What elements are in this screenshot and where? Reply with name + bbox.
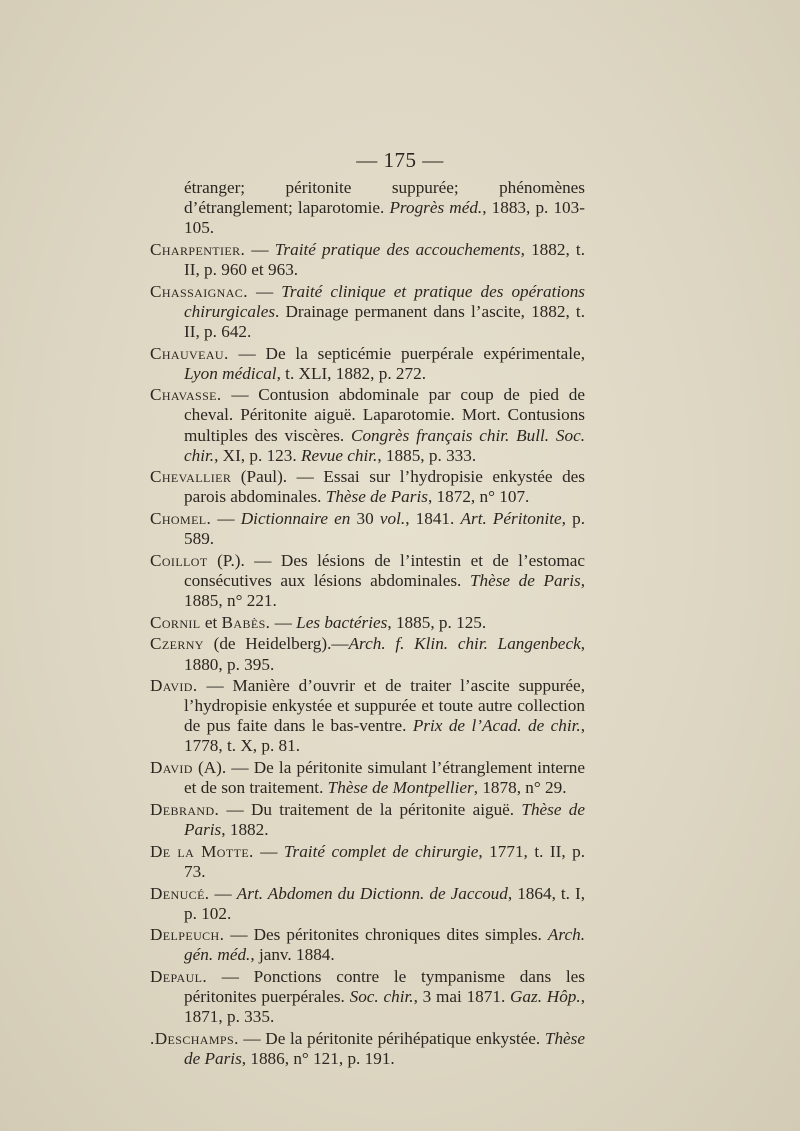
bibliography-entry: Chevallier (Paul). — Essai sur l’hydropisie enkystée des parois abdominales. Thèse de Paris, 1872, n° 107. bbox=[150, 467, 585, 507]
entry-title: Thèse de Paris bbox=[325, 487, 428, 507]
bibliography-entry: étranger; péritonite suppurée; phénomènes d’étranglement; laparotomie. Progrès méd., 1883, p. 103-105. bbox=[184, 178, 585, 238]
entry-author: Chassaignac. bbox=[150, 281, 248, 301]
entry-title: Art. Péritonite bbox=[460, 509, 562, 529]
entry-title: Thèse de Montpellier bbox=[327, 778, 474, 798]
bibliography-entry: Debrand. — Du traitement de la péritonite aiguë. Thèse de Paris, 1882. bbox=[150, 799, 585, 840]
bibliography-entry: De la Motte. — Traité complet de chirurgie, 1771, t. II, p. 73. bbox=[150, 841, 585, 881]
entry-author: Denucé. bbox=[150, 883, 210, 903]
entry-author: Coillot bbox=[150, 550, 208, 570]
entry-title: Arch. f. Klin. chir. Langenbeck bbox=[348, 634, 581, 654]
bibliography-entry: Delpeuch. — Des péritonites chroniques dites simples. Arch. gén. méd., janv. 1884. bbox=[150, 925, 585, 965]
entry-title: Traité complet de chirurgie bbox=[283, 841, 479, 861]
bibliography-entry: Chauveau. — De la septicémie puerpérale expérimentale, Lyon médical, t. XLI, 1882, p. 272. bbox=[150, 343, 585, 383]
entry-author: Chomel. bbox=[150, 509, 212, 529]
entry-title: Art. Abdomen du Dictionn. de Jaccoud bbox=[236, 883, 508, 903]
bibliography-entry: Denucé. — Art. Abdomen du Dictionn. de Jaccoud, 1864, t. I, p. 102. bbox=[150, 883, 586, 923]
bibliography-entry: Chomel. — Dictionnaire en 30 vol., 1841. Art. Péritonite, p. 589. bbox=[150, 509, 586, 549]
entry-author: Charpentier. bbox=[150, 239, 246, 259]
entry-title: Les bactéries bbox=[296, 612, 388, 632]
entry-author: Delpeuch. bbox=[150, 925, 225, 945]
entry-author: Chavasse. bbox=[150, 385, 222, 405]
bibliography-entry: Coillot (P.). — Des lésions de l’intestin et de l’estomac consécutives aux lésions abdominales. Thèse de Paris, 1885, n° 221. bbox=[150, 550, 585, 611]
entry-title: Lyon médical bbox=[184, 363, 277, 383]
entry-title: Congrès français chir. Bull. Soc. chir. bbox=[184, 425, 585, 465]
page-number: — 175 — bbox=[356, 148, 444, 172]
entry-title: Dictionnaire en bbox=[240, 509, 351, 529]
bibliography-entry: David. — Manière d’ouvrir et de traiter l’ascite suppurée, l’hydropisie enkystée et suppurée et toute autre collection de pus faite dans le bas-ventre. Prix de l’Acad. de chir., 1778, t. X, p. 81. bbox=[150, 676, 585, 756]
bibliography-entry: Chassaignac. — Traité clinique et pratique des opérations chirurgicales. Drainage permanent dans l’ascite, 1882, t. II, p. 642. bbox=[150, 281, 585, 341]
entry-title: Thèse de Paris bbox=[184, 1028, 585, 1069]
entry-title: Thèse de Paris bbox=[469, 570, 581, 590]
bibliography-entry: Chavasse. — Contusion abdominale par coup de pied de cheval. Péritonite aiguë. Laparotomie. Mort. Contusions multiples des viscères. Congrès français chir. Bull. Soc. chir., XI, p. 123. Revue chir., 1885, p. 333. bbox=[150, 385, 585, 465]
entry-title: vol. bbox=[379, 509, 406, 529]
bibliography-entry: David (A). — De la péritonite simulant l’étranglement interne et de son traitement. Thèse de Montpellier, 1878, n° 29. bbox=[150, 758, 585, 798]
bibliography-list bbox=[150, 178, 585, 1071]
entry-author: Babès. bbox=[221, 612, 271, 632]
entry-author: Chevallier bbox=[150, 467, 232, 487]
entry-title: Thèse de Paris bbox=[184, 799, 585, 840]
entry-author: Czerny bbox=[150, 634, 204, 654]
entry-title: Arch. gén. méd. bbox=[184, 925, 585, 965]
bibliography-entry: .Deschamps. — De la péritonite périhépatique enkystée. Thèse de Paris, 1886, n° 121, p. 191. bbox=[150, 1028, 585, 1069]
bibliography-entry: Czerny (de Heidelberg).—Arch. f. Klin. chir. Langenbeck, 1880, p. 395. bbox=[150, 634, 585, 674]
entry-title: Revue chir. bbox=[300, 445, 378, 465]
entry-title: Soc. chir. bbox=[349, 987, 414, 1007]
entry-title: Prix de l’Acad. de chir. bbox=[412, 716, 581, 736]
entry-author: Debrand. bbox=[150, 799, 220, 819]
entry-author: Cornil bbox=[150, 612, 201, 632]
entry-author: De la Motte. bbox=[150, 841, 254, 861]
entry-title: Traité clinique et pratique des opérations chirurgicales bbox=[184, 281, 585, 321]
bibliography-entry: Depaul. — Ponctions contre le tympanisme dans les péritonites puerpérales. Soc. chir., 3 mai 1871. Gaz. Hôp., 1871, p. 335. bbox=[150, 967, 585, 1027]
entry-title: Gaz. Hôp. bbox=[510, 987, 581, 1007]
entry-title: Traité pratique des accouchements bbox=[274, 239, 521, 259]
bibliography-entry: Charpentier. — Traité pratique des accouchements, 1882, t. II, p. 960 et 963. bbox=[150, 239, 585, 279]
entry-author: Depaul. bbox=[150, 967, 208, 987]
entry-author: Chauveau. bbox=[150, 343, 229, 363]
entry-author: David. bbox=[150, 676, 198, 696]
entry-author: .Deschamps. bbox=[150, 1028, 239, 1048]
entry-author: David bbox=[150, 758, 193, 778]
bibliography-entry: Cornil et Babès. — Les bactéries, 1885, p. 125. bbox=[150, 612, 487, 632]
